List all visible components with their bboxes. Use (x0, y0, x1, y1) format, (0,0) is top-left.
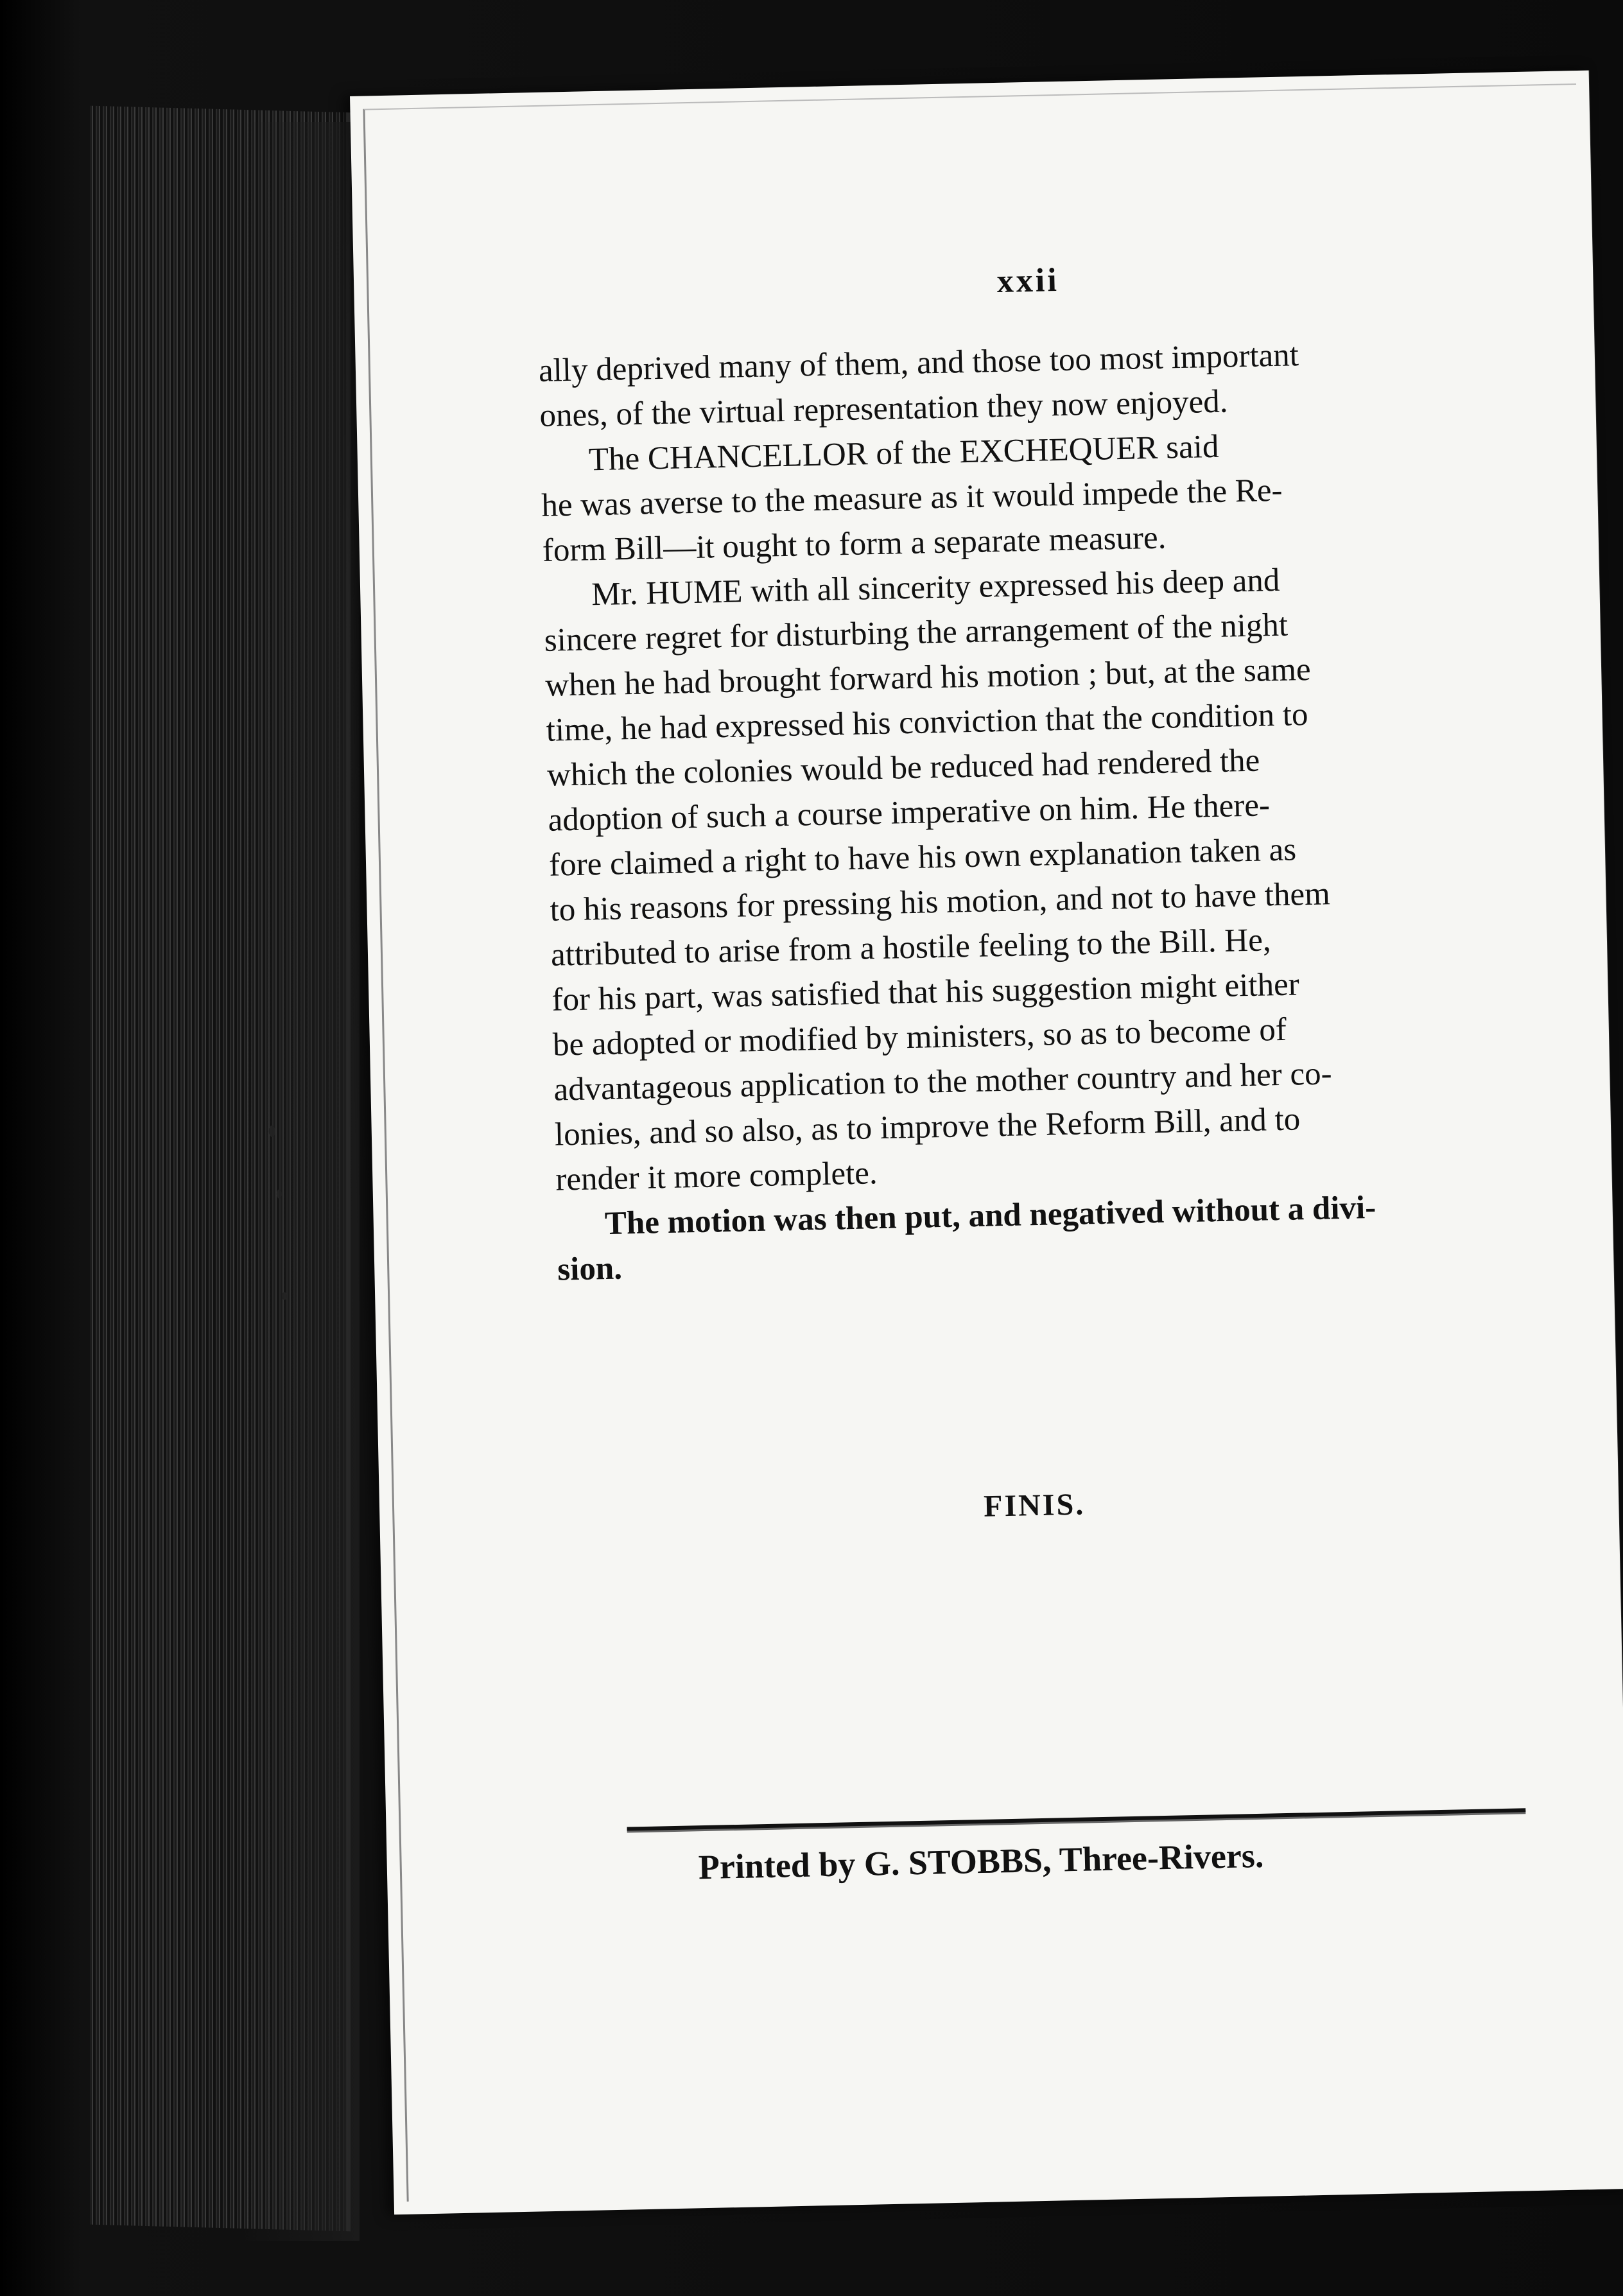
line: for his part, was satisfied that his suggestion might either (551, 966, 1300, 1018)
line: time, he had expressed his conviction that the condition to (546, 696, 1308, 749)
line: form Bill—it ought to form a separate measure. (542, 519, 1167, 569)
paragraph-2 (540, 419, 1486, 573)
line: to his reasons for pressing his motion, and not to have them (550, 876, 1331, 928)
gutter-shadow (244, 122, 360, 2241)
paragraph-4 (556, 1183, 1502, 1292)
book-page (350, 71, 1623, 2215)
line: be adopted or modified by ministers, so as to become of (552, 1011, 1287, 1063)
page-number: xxii (996, 261, 1060, 300)
ink-speck (282, 1292, 287, 1300)
page-text (537, 252, 1514, 1890)
line: sincere regret for disturbing the arrangement of the night (544, 607, 1289, 659)
line: render it more complete. (555, 1155, 878, 1198)
line: which the colonies would be reduced had rendered the (546, 742, 1260, 794)
ink-speck (269, 1126, 275, 1137)
imprint-rule (627, 1808, 1526, 1831)
line: he was averse to the measure as it would impede the Re- (541, 472, 1283, 524)
line: The motion was then put, and negatived without a divi- (604, 1189, 1376, 1242)
line: lonies, and so also, as to improve the Reform Bill, and to (554, 1101, 1301, 1153)
line: fore claimed a right to have his own explanation taken as (548, 831, 1297, 883)
finis-label: FINIS. (983, 1487, 1086, 1524)
line: Mr. HUME with all sincerity expressed his deep and (591, 562, 1280, 613)
printer-imprint: Printed by G. STOBBS, Three-Rivers. (698, 1836, 1264, 1887)
line: advantageous application to the mother country and her co- (553, 1056, 1333, 1108)
line: ones, of the virtual representation they now enjoyed. (539, 383, 1228, 434)
line: sion. (557, 1250, 623, 1288)
line: ally deprived many of them, and those too most important (538, 337, 1299, 389)
line: attributed to arise from a hostile feeling to the Bill. He, (550, 922, 1272, 973)
line: adoption of such a course imperative on him. He there- (548, 787, 1271, 839)
ink-speck (277, 1190, 282, 1199)
line: The CHANCELLOR of the EXCHEQUER said (588, 428, 1219, 478)
line: when he had brought forward his motion ; but, at the same (544, 651, 1312, 704)
paragraph-3 (543, 553, 1500, 1203)
